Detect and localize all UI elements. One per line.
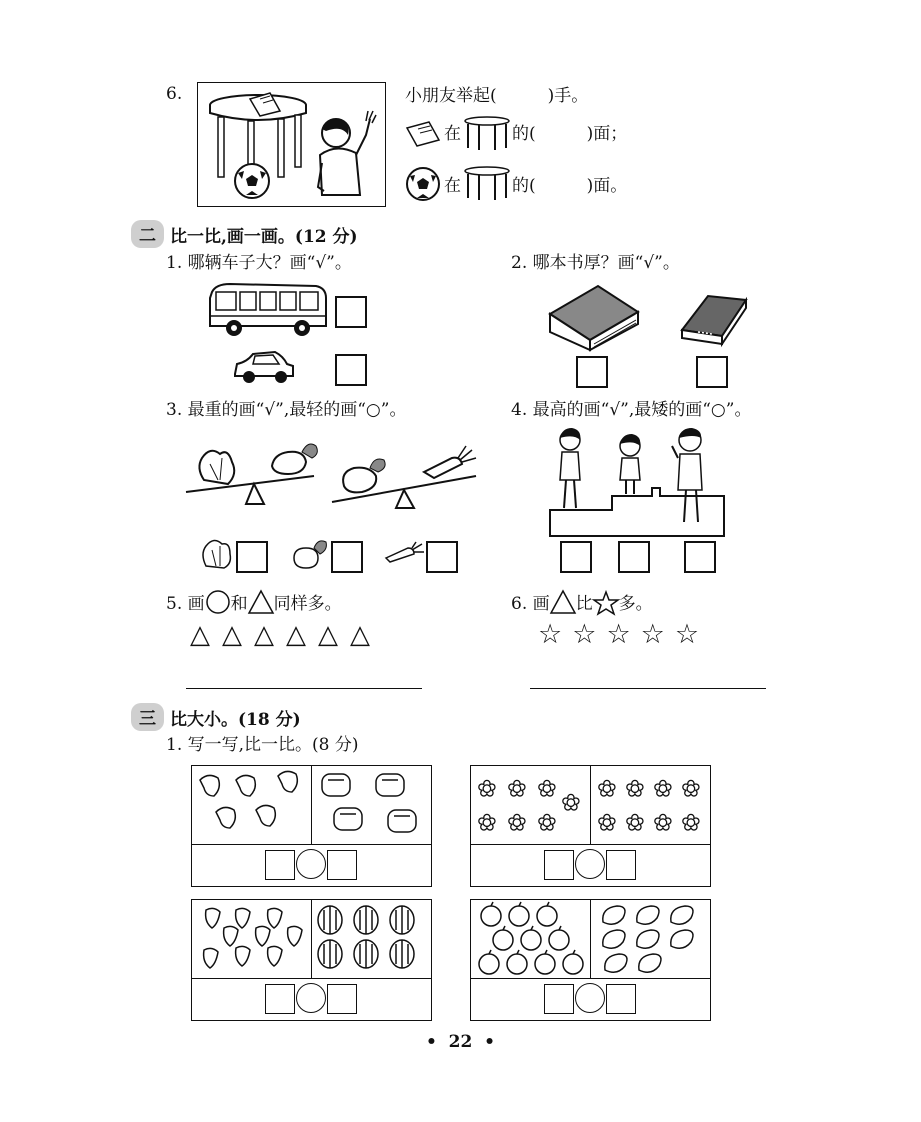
triangle-shape: △ [286,620,306,650]
ball-position-text: 的( )面。 [512,176,628,196]
svg-text:✿: ✿ [477,811,497,836]
section-title: 比大小。(18 分) [170,709,301,730]
thin-book-picture [678,294,750,346]
compare-circle[interactable] [575,849,605,879]
children-on-steps-picture [548,426,726,538]
svg-text:✿: ✿ [507,811,527,836]
triangle-shape: △ [190,620,210,650]
star-shape: ☆ [640,619,665,650]
section-title: 比一比,画一画。(12 分) [170,226,358,247]
question-text: 多。 [618,593,653,614]
preposition-text: 在 [444,176,461,196]
star-shape: ☆ [572,619,597,650]
page-number: • 22 • [425,1032,496,1052]
thick-book-picture [546,284,642,352]
book-position-text: 的( )面； [512,124,628,144]
compare-circle[interactable] [296,983,326,1013]
compare-circle[interactable] [575,983,605,1013]
svg-text:✿: ✿ [653,811,673,836]
question-draw-circles [166,591,342,617]
flowers-drawing [471,766,711,844]
eggplant-icon [290,538,330,570]
svg-text:✿: ✿ [537,811,557,836]
answer-box-thick-book[interactable] [576,356,608,388]
bus-picture [206,282,328,340]
triangle-shape: △ [350,620,370,650]
answer-box-carrot[interactable] [426,541,458,573]
strawberry-watermelon-drawing [192,900,432,978]
svg-text:✿: ✿ [561,791,581,816]
triangle-icon [550,591,576,617]
svg-text:✿: ✿ [507,777,527,802]
soccer-ball-icon [405,166,441,202]
triangle-shape: △ [254,620,274,650]
compare-panel-shrimp-tiger [191,765,432,887]
section-badge: 二 [131,220,164,248]
svg-text:✿: ✿ [597,777,617,802]
answer-line-circles[interactable] [186,688,422,689]
answer-box-left[interactable] [544,850,574,880]
answer-box-right[interactable] [606,850,636,880]
question-thicker-book: 2. 哪本书厚？画“√”。 [511,253,680,273]
preposition-text: 在 [444,124,461,144]
answer-box-boy[interactable] [684,541,716,573]
answer-line-triangles[interactable] [530,688,766,689]
star-shape: ☆ [538,619,563,650]
svg-text:✿: ✿ [681,777,701,802]
question-text: 同样多。 [273,593,342,614]
answer-box-thin-book[interactable] [696,356,728,388]
answer-box-cabbage[interactable] [236,541,268,573]
section-badge: 三 [131,703,164,731]
answer-box-left[interactable] [265,984,295,1014]
star-icon [593,591,619,617]
svg-text:✿: ✿ [625,777,645,802]
svg-text:✿: ✿ [625,811,645,836]
hand-question-text: 小朋友举起( )手。 [405,86,589,106]
question-bigger-vehicle: 1. 哪辆车子大？画“√”。 [166,253,352,273]
answer-box-right[interactable] [606,984,636,1014]
cabbage-icon [200,536,234,570]
question-text: 和 [230,593,248,614]
question-text: 比 [575,593,593,614]
question-height: 4. 最高的画“√”,最矮的画“○”。 [511,400,752,420]
answer-box-bus[interactable] [335,296,367,328]
svg-text:✿: ✿ [597,811,617,836]
section-two-heading [131,220,358,248]
compare-circle[interactable] [296,849,326,879]
star-row [538,619,699,650]
question-weight: 3. 最重的画“√”,最轻的画“○”。 [166,400,407,420]
triangle-icon [248,591,274,617]
table-scene-picture [197,82,386,207]
answer-box-left[interactable] [265,850,295,880]
star-shape: ☆ [674,619,700,650]
table-icon [463,116,511,150]
compare-panel-strawberry-watermelon [191,899,432,1021]
answer-box-car[interactable] [335,354,367,386]
carrot-icon [384,542,424,566]
svg-text:✿: ✿ [681,811,701,836]
svg-text:✿: ✿ [477,777,497,802]
table-scene-drawing [198,83,387,208]
table-icon [463,166,511,200]
section-three-heading [131,703,301,731]
answer-box-right[interactable] [327,850,357,880]
question-text: 6. 画 [511,593,550,614]
triangle-shape: △ [222,620,242,650]
question-draw-triangles [511,591,653,617]
star-shape: ☆ [606,619,631,650]
triangle-row [190,620,370,650]
compare-panel-apple-mango [470,899,711,1021]
answer-box-right[interactable] [327,984,357,1014]
answer-box-left[interactable] [544,984,574,1014]
question-text: 5. 画 [166,593,205,614]
question-number: 6. [166,84,183,104]
balance-scales-picture [184,428,480,514]
circle-icon [205,591,231,617]
answer-box-girl-2[interactable] [618,541,650,573]
answer-box-girl-1[interactable] [560,541,592,573]
svg-text:✿: ✿ [537,777,557,802]
svg-text:✿: ✿ [653,777,673,802]
compare-panel-flowers [470,765,711,887]
apple-mango-drawing [471,900,711,978]
question-write-compare: 1. 写一写,比一比。(8 分) [166,735,359,755]
shrimp-tiger-drawing [192,766,432,844]
answer-box-eggplant[interactable] [331,541,363,573]
triangle-shape: △ [318,620,338,650]
car-picture [231,346,297,386]
book-icon [405,120,441,148]
